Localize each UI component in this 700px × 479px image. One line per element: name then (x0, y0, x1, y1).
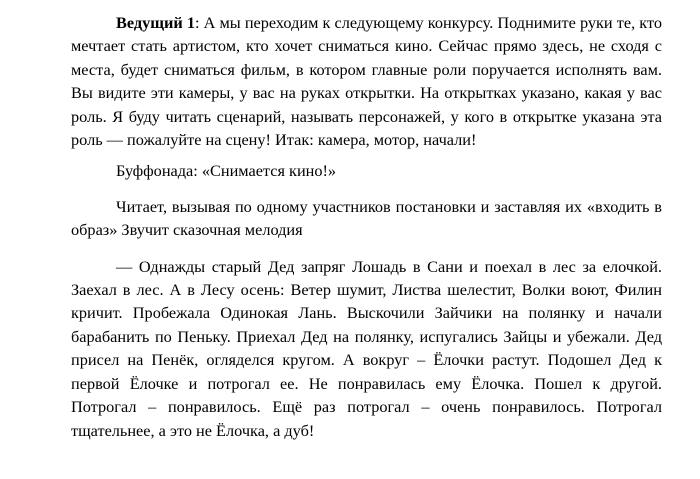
intro-text: : А мы переходим к следующему конкурсу. Поднимите руки те, кто мечтает стать артистом, кто хочет сниматься кино. Сейчас прямо здесь, не сходя с места, будет сниматься фильм, в котором главные роли поручается исполнять вам. Вы видите эти камеры, у вас на руках открытки. На открытках указано, какая у вас роль. Я буду читать сценарий, называть персонажей, у кого в открытке указана эта роль — пожалуйте на сцену! Итак: камера, мотор, начали! (71, 13, 662, 150)
section-title: Буффонада: «Снимается кино!» (116, 161, 337, 181)
document-page (71, 11, 662, 442)
stage-instruction: Читает, вызывая по одному участников постановки и заставляя их «входить в образ» Звучит сказочная мелодия (71, 196, 662, 240)
story-paragraph: — Однажды старый Дед запряг Лошадь в Сани и поехал в лес за елочкой. Заехал в лес. А в Лесу осень: Ветер шумит, Листва шелестит, Волки воют, Филин кричит. Пробежала Одинокая Лань. Выскочили Зайчики на полянку и начали барабанить по Пеньку. Приехал Дед на полянку, испугались Зайцы и убежали. Дед присел на Пенёк, огляделся кругом. А вокруг – Ёлочки растут. Подошел Дед к первой Ёлочке и потрогал ее. Не понравилась ему Ёлочка. Пошел к другой. Потрогал – понравилось. Ещё раз потрогал – очень понравилось. Потрогал тщательнее, а это не Ёлочка, а дуб! (71, 256, 662, 440)
speaker-name: Ведущий 1 (116, 13, 195, 32)
intro-paragraph (71, 11, 662, 151)
